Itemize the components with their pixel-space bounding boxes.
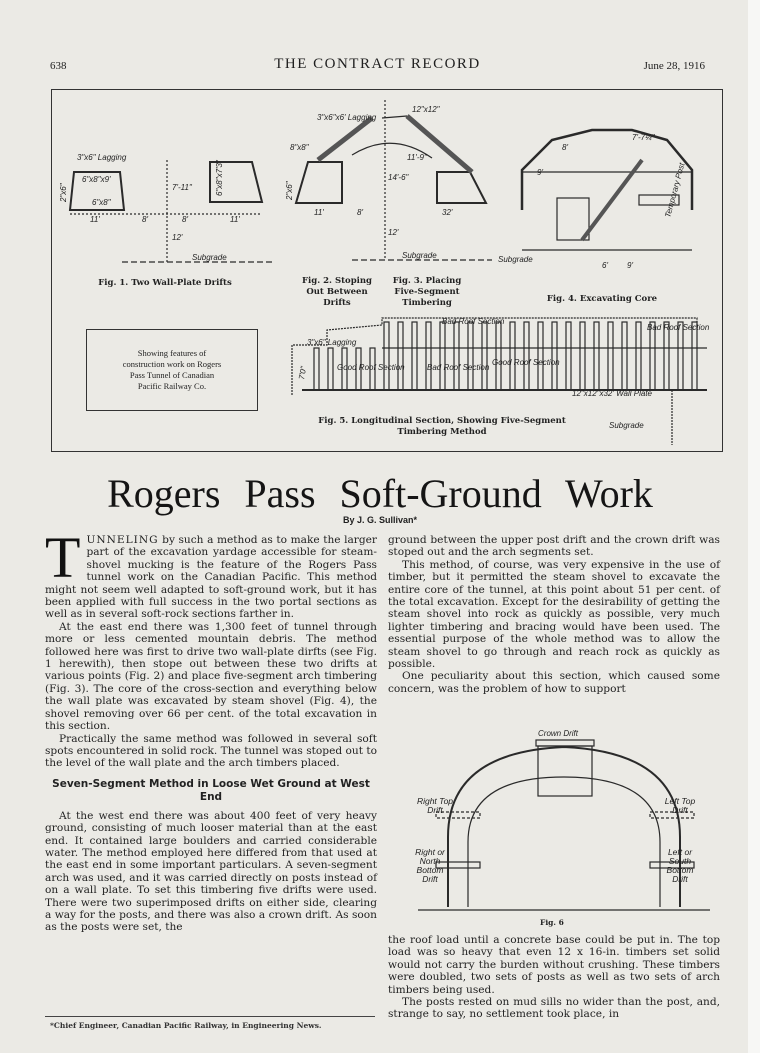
fig5-timber-post [538,322,543,390]
fig5-timber-post [468,322,473,390]
fig3-label-lagging: 3"x6"x6' Lagging [317,113,377,122]
fig3-label-h2: 11'-9" [407,153,427,162]
fig5-timber-post [678,322,683,390]
fig2-caption-line: Drifts [323,298,351,308]
fig6-label-right-bottom: Right or North Bottom Drift [415,847,445,884]
paragraph-3: Practically the same method was followed in several soft spots encountered in solid rock. The tunnel was stoped out to the level of the wall plate and the arch timbers placed. [45,732,377,770]
fig4-label-subgrade: Subgrade [498,255,533,264]
article-title: Rogers Pass Soft-Ground Work [107,471,653,516]
fig6-drawing [388,722,720,917]
fig5-caption-line: Timbering Method [397,427,487,437]
fig3-caption-line: Fig. 3. Placing [392,276,462,286]
paragraph-8: the roof load until a concrete base could be put in. The top load was so heavy that even 12 x 16-in. timbers set solid would not carry the burden without crushing. These timbers were doubled, two sets of posts as well as two sets of arch timbers being used. [388,934,720,996]
fig3-label-8x8: 8"x8" [290,143,309,152]
fig5-label-height: 7'0" [297,365,309,381]
fig4-label-6ft: 6' [602,261,608,270]
paragraph-1 [45,525,377,621]
fig5-caption [292,416,592,438]
fig5-label-good1: Good Roof Section [337,363,405,372]
fig5-label-good2: Good Roof Section [492,358,560,367]
fig5-label-bad3: Bad Roof Section [427,363,490,372]
fig1-label-w1: 11' [90,215,100,224]
issue-date: June 28, 1916 [643,60,705,72]
footnote-rule [45,1016,375,1017]
masthead: THE CONTRACT RECORD [274,56,481,72]
fig5-timber-post [692,322,697,390]
fig3-label-w1: 11' [314,208,324,217]
fig5-timber-post [440,322,445,390]
running-header [50,56,705,76]
fig5-timber-post [426,322,431,390]
fig5-label-wallplate: 12"x12"x32' Wall Plate [572,389,652,398]
fig5-timber-post [398,322,403,390]
fig5-timber-post [454,322,459,390]
fig3-label-h1: 14'-6" [388,173,409,182]
fig1-label-w4: 11' [230,215,240,224]
fig5-timber-post [314,348,319,390]
fig5-timber-post [482,322,487,390]
fig5-caption-line: Fig. 5. Longitudinal Section, Showing Five-Segment [318,416,566,426]
fig4-label-9ft: 9' [537,168,543,177]
fig6-label-right-top: Right Top Drift [416,796,454,815]
fig5-label-subgrade: Subgrade [609,421,644,430]
fig2-caption-line: Out Between [306,287,368,297]
footnote: *Chief Engineer, Canadian Pacific Railway, in Engineering News. [50,1021,322,1030]
page-number: 638 [50,60,67,72]
paragraph-4: At the west end there was about 400 feet of very heavy ground, consisting of much looser material than at the east end. It contained large boulders and carried considerable water. The method employed here differed from that used at the east end in some important particulars. A seven-segment arch was used, and it was carried directly on posts instead of on a wall plate. To set this timbering five drifts were used. There were two superimposed drifts on either side, clearing a way for the posts, and there was also a crown drift. As soon as the posts were set, the [45,809,377,934]
fig5-timber-post [384,322,389,390]
drop-cap: T [45,525,81,590]
figure-plate [51,89,723,452]
fig5-timber-post [594,322,599,390]
fig5-timber-post [552,322,557,390]
fig3-caption-line: Five-Segment [394,287,460,297]
fig4-label-post: Temporary Post [663,161,687,219]
fig3-label-post: 12"x12" [412,105,440,114]
paragraph-7: One peculiarity about this section, which caused some concern, was the problem of how to support [388,670,720,695]
fig3-label-w3: 32' [442,208,453,217]
paragraph-2: At the east end there was 1,300 feet of tunnel through more or less cemented mountain debris. The method followed here was first to drive two wall-plate dirfts (see Fig. 1 herewith), then stope out between these two drifts at various points (Fig. 2) and place five-segment arch timbering (Fig. 3). The core of the cross-section and everything below the wall plate was excavated by steam shovel (Fig. 4), the shovel removing over 66 per cent. of the total excavation in this section. [45,620,377,733]
fig1-label-depth: 12' [172,233,183,242]
fig5-timber-post [636,322,641,390]
column-left [45,525,377,934]
fig5-label-bad2: Bad Roof Section [647,323,710,332]
fig1-drawing [59,153,272,262]
fig1-label-cap: 6"x8"x9' [82,175,111,184]
fig4-caption: Fig. 4. Excavating Core [546,294,658,304]
fig4-drawing [498,130,692,270]
fig3-caption-line: Timbering [402,298,452,308]
note-box [86,329,258,411]
fig5-timber-post [622,322,627,390]
fig2-3-drawing [285,100,492,260]
fig6-label-crown: Crown Drift [538,729,579,738]
fig5-label-lagging: 3"x6" Lagging [307,338,357,347]
byline: By J. G. Sullivan* [342,515,418,525]
fig5-timber-post [496,322,501,390]
fig5-timber-post [524,322,529,390]
paragraph-9: The posts rested on mud sills no wider than the post, and, strange to say, no settlement took place, in [388,996,720,1021]
fig5-timber-post [566,322,571,390]
fig6-label-left-bottom: Left or South Bottom Drift [666,847,694,884]
column-right-top [388,534,720,695]
fig5-timber-post [608,322,613,390]
page-edge [748,0,760,1053]
fig5-timber-post [328,348,333,390]
fig1-label-subgrade: Subgrade [192,253,227,262]
fig3-caption [382,276,472,309]
fig5-label-bad1: Bad Roof Section [442,317,505,326]
fig3-label-subgrade: Subgrade [402,251,437,260]
fig2-caption-line: Fig. 2. Stoping [302,276,372,286]
fig3-label-side: 2"x6" [285,181,294,200]
fig4-label-9ft-b: 9' [627,261,633,270]
fig5-timber-post [650,322,655,390]
column-right-bottom [388,934,720,1021]
fig5-timber-post [664,322,669,390]
fig4-label-8ft: 8' [562,143,568,152]
fig5-timber-post [412,322,417,390]
fig1-label-side: 2"x6" [59,183,68,202]
section-subhead: Seven-Segment Method in Loose Wet Ground at West End [52,777,370,803]
fig3-label-w2: 8' [357,208,363,217]
paragraph-6: This method, of course, was very expensive in the use of timber, but it permitted the steam shovel to excavate the entire core of the tunnel, at this point about 51 per cent. of the total excavation. Except for the desirability of getting the steam shovel into rock as quickly as possible, very much lighter timbering and bracing would have been used. The essential purpose of the whole method was to allow the steam shovel to go through and reach rock as quickly as possible. [388,558,720,671]
fig1-label-lagging: 3"x6" Lagging [77,153,127,162]
fig1-label-w2: 8' [142,215,148,224]
lead-caps: UNNELING [86,534,159,546]
paragraph-5: ground between the upper post drift and the crown drift was stoped out and the arch segments set. [388,534,720,559]
fig2-caption [292,276,382,309]
fig1-label-height: 7'-11" [172,183,192,192]
fig6-caption: Fig. 6 [540,918,564,927]
fig1-label-post: 6"x8"x7'3" [215,160,224,196]
fig5-timber-post [580,322,585,390]
note-text: Showing features of construction work on Rogers Pass Tunnel of Canadian Pacific Railway Co. [122,348,222,391]
fig5-timber-post [510,322,515,390]
fig1-label-w3: 8' [182,215,188,224]
fig1-label-plate: 6"x8" [92,198,111,207]
fig4-label-top: 7'-7¼" [632,133,655,142]
paragraph-1-text: by such a method as to make the larger part of the excavation yardage accessible for steam-shovel mucking is the feature of the Rogers Pass tunnel work on the Canadian Pacific. This method might not seem well adapted to soft-ground work, but it has been applied with full success in the two portal sections as well as in several soft-rock sections farther in. [45,534,377,621]
fig6-label-left-top: Left Top Drift [664,796,696,815]
fig1-caption: Fig. 1. Two Wall-Plate Drifts [98,278,232,288]
fig3-label-depth: 12' [388,228,399,237]
